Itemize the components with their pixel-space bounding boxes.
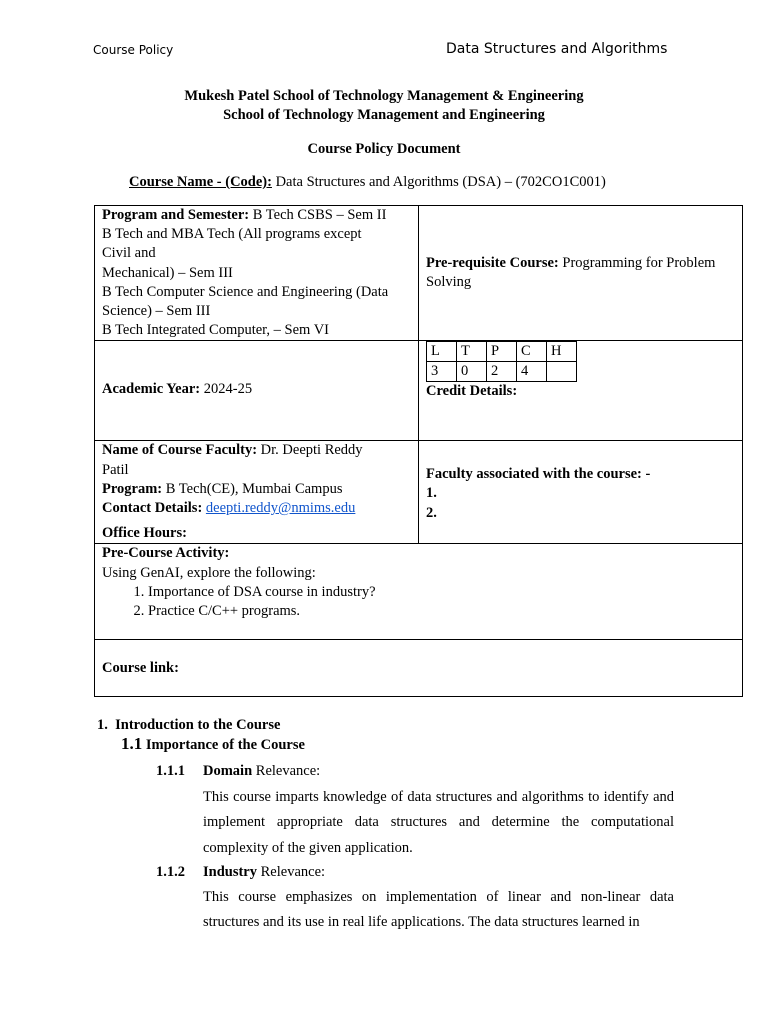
section-1-1-number: 1.1 (121, 734, 143, 753)
credit-value: 3 (427, 362, 457, 382)
credit-value (547, 362, 577, 382)
academic-year-value: 2024-25 (200, 381, 253, 398)
credit-details-label: Credit Details: (426, 383, 518, 400)
institution-name: Mukesh Patel School of Technology Management & Engineering (184, 88, 584, 104)
office-hours-label: Office Hours: (102, 525, 187, 542)
section-1-1-2-bold: Industry (203, 864, 257, 880)
pre-course-label: Pre-Course Activity: (102, 545, 230, 562)
section-1-title: Introduction to the Course (115, 717, 281, 733)
program-line: Science) – Sem III (102, 303, 211, 320)
program-cell (95, 206, 419, 341)
prereq-value: Programming for Problem Solving (426, 255, 716, 291)
section-1-1-title: Importance of the Course (145, 737, 305, 753)
faculty-name-label: Name of Course Faculty: (102, 442, 258, 459)
faculty-cell (95, 441, 419, 544)
course-link-label: Course link: (102, 659, 179, 676)
faculty-program-label: Program: (102, 480, 163, 497)
course-info-table (94, 205, 743, 697)
program-label: Program and Semester: (102, 207, 250, 223)
prereq-cell (419, 206, 743, 341)
academic-year-cell (95, 341, 419, 441)
program-line: Mechanical) – Sem III (102, 264, 233, 281)
course-name-label: Course Name - (Code): (129, 174, 272, 190)
document-title: Course Policy Document (307, 141, 461, 157)
section-1-1-1-bold: Domain (203, 763, 253, 779)
header-right: Data Structures and Algorithms (446, 41, 668, 57)
section-1-number: 1. (97, 717, 108, 733)
section-1-1-2-heading (156, 864, 185, 881)
section-1-1-2-number: 1.1.2 (156, 864, 185, 880)
section-1-1-1-heading (156, 763, 185, 780)
section-1-1-1-number: 1.1.1 (156, 763, 185, 779)
credit-table (426, 341, 577, 382)
pre-course-item: 2. Practice C/C++ programs. (148, 602, 735, 621)
faculty-email-link[interactable]: deepti.reddy@nmims.edu (205, 500, 356, 517)
program-line: Civil and (102, 245, 156, 262)
course-name-value: Data Structures and Algorithms (DSA) – (702CO1C001) (271, 174, 606, 190)
credit-value: 0 (457, 362, 487, 382)
credit-header: L (427, 342, 457, 362)
section-1-1-heading (121, 734, 305, 754)
credit-value: 4 (517, 362, 547, 382)
faculty-program-value: B Tech(CE), Mumbai Campus (162, 480, 343, 497)
pre-course-list (102, 583, 735, 621)
contact-details-label: Contact Details: (102, 500, 203, 517)
associated-faculty-label: Faculty associated with the course: - (426, 466, 651, 483)
academic-year-label: Academic Year: (102, 381, 201, 398)
section-1-1-2-rest: Relevance: (257, 864, 326, 880)
section-1-1-2-text: This course emphasizes on implementation of linear and non-linear data structures and its use in real life applications. The data structures learned in (203, 889, 674, 931)
credit-header: H (547, 342, 577, 362)
section-1-heading (97, 717, 280, 734)
credit-header: T (457, 342, 487, 362)
section-1-1-1-title (203, 763, 320, 780)
associated-faculty-item: 1. (426, 485, 437, 502)
section-1-1-2-title (203, 864, 325, 881)
associated-faculty-cell (419, 441, 743, 544)
credit-value: 2 (487, 362, 517, 382)
school-name: School of Technology Management and Engineering (223, 107, 545, 123)
credit-header: P (487, 342, 517, 362)
pre-course-intro: Using GenAI, explore the following: (102, 564, 316, 581)
section-1-1-1-rest: Relevance: (252, 763, 321, 779)
faculty-name-value-cont: Patil (102, 461, 129, 478)
course-name-line (129, 174, 606, 191)
program-line: B Tech Computer Science and Engineering (Data (102, 283, 389, 300)
section-1-1-1-text: This course imparts knowledge of data structures and algorithms to identify and implement appropriate data structures and determine the computational complexity of the given application. (203, 789, 674, 856)
credit-cell (419, 341, 743, 441)
course-link-cell (95, 640, 743, 697)
header-left: Course Policy (93, 43, 174, 57)
program-line: B Tech and MBA Tech (All programs except (102, 226, 362, 243)
credit-header: C (517, 342, 547, 362)
prereq-label: Pre-requisite Course: (426, 255, 559, 271)
pre-course-item: 1. Importance of DSA course in industry? (148, 583, 735, 602)
program-value: B Tech CSBS – Sem II (249, 207, 387, 223)
pre-course-cell (95, 544, 743, 640)
faculty-name-value: Dr. Deepti Reddy (257, 442, 363, 459)
program-line: B Tech Integrated Computer, – Sem VI (102, 322, 330, 339)
associated-faculty-item: 2. (426, 504, 437, 521)
